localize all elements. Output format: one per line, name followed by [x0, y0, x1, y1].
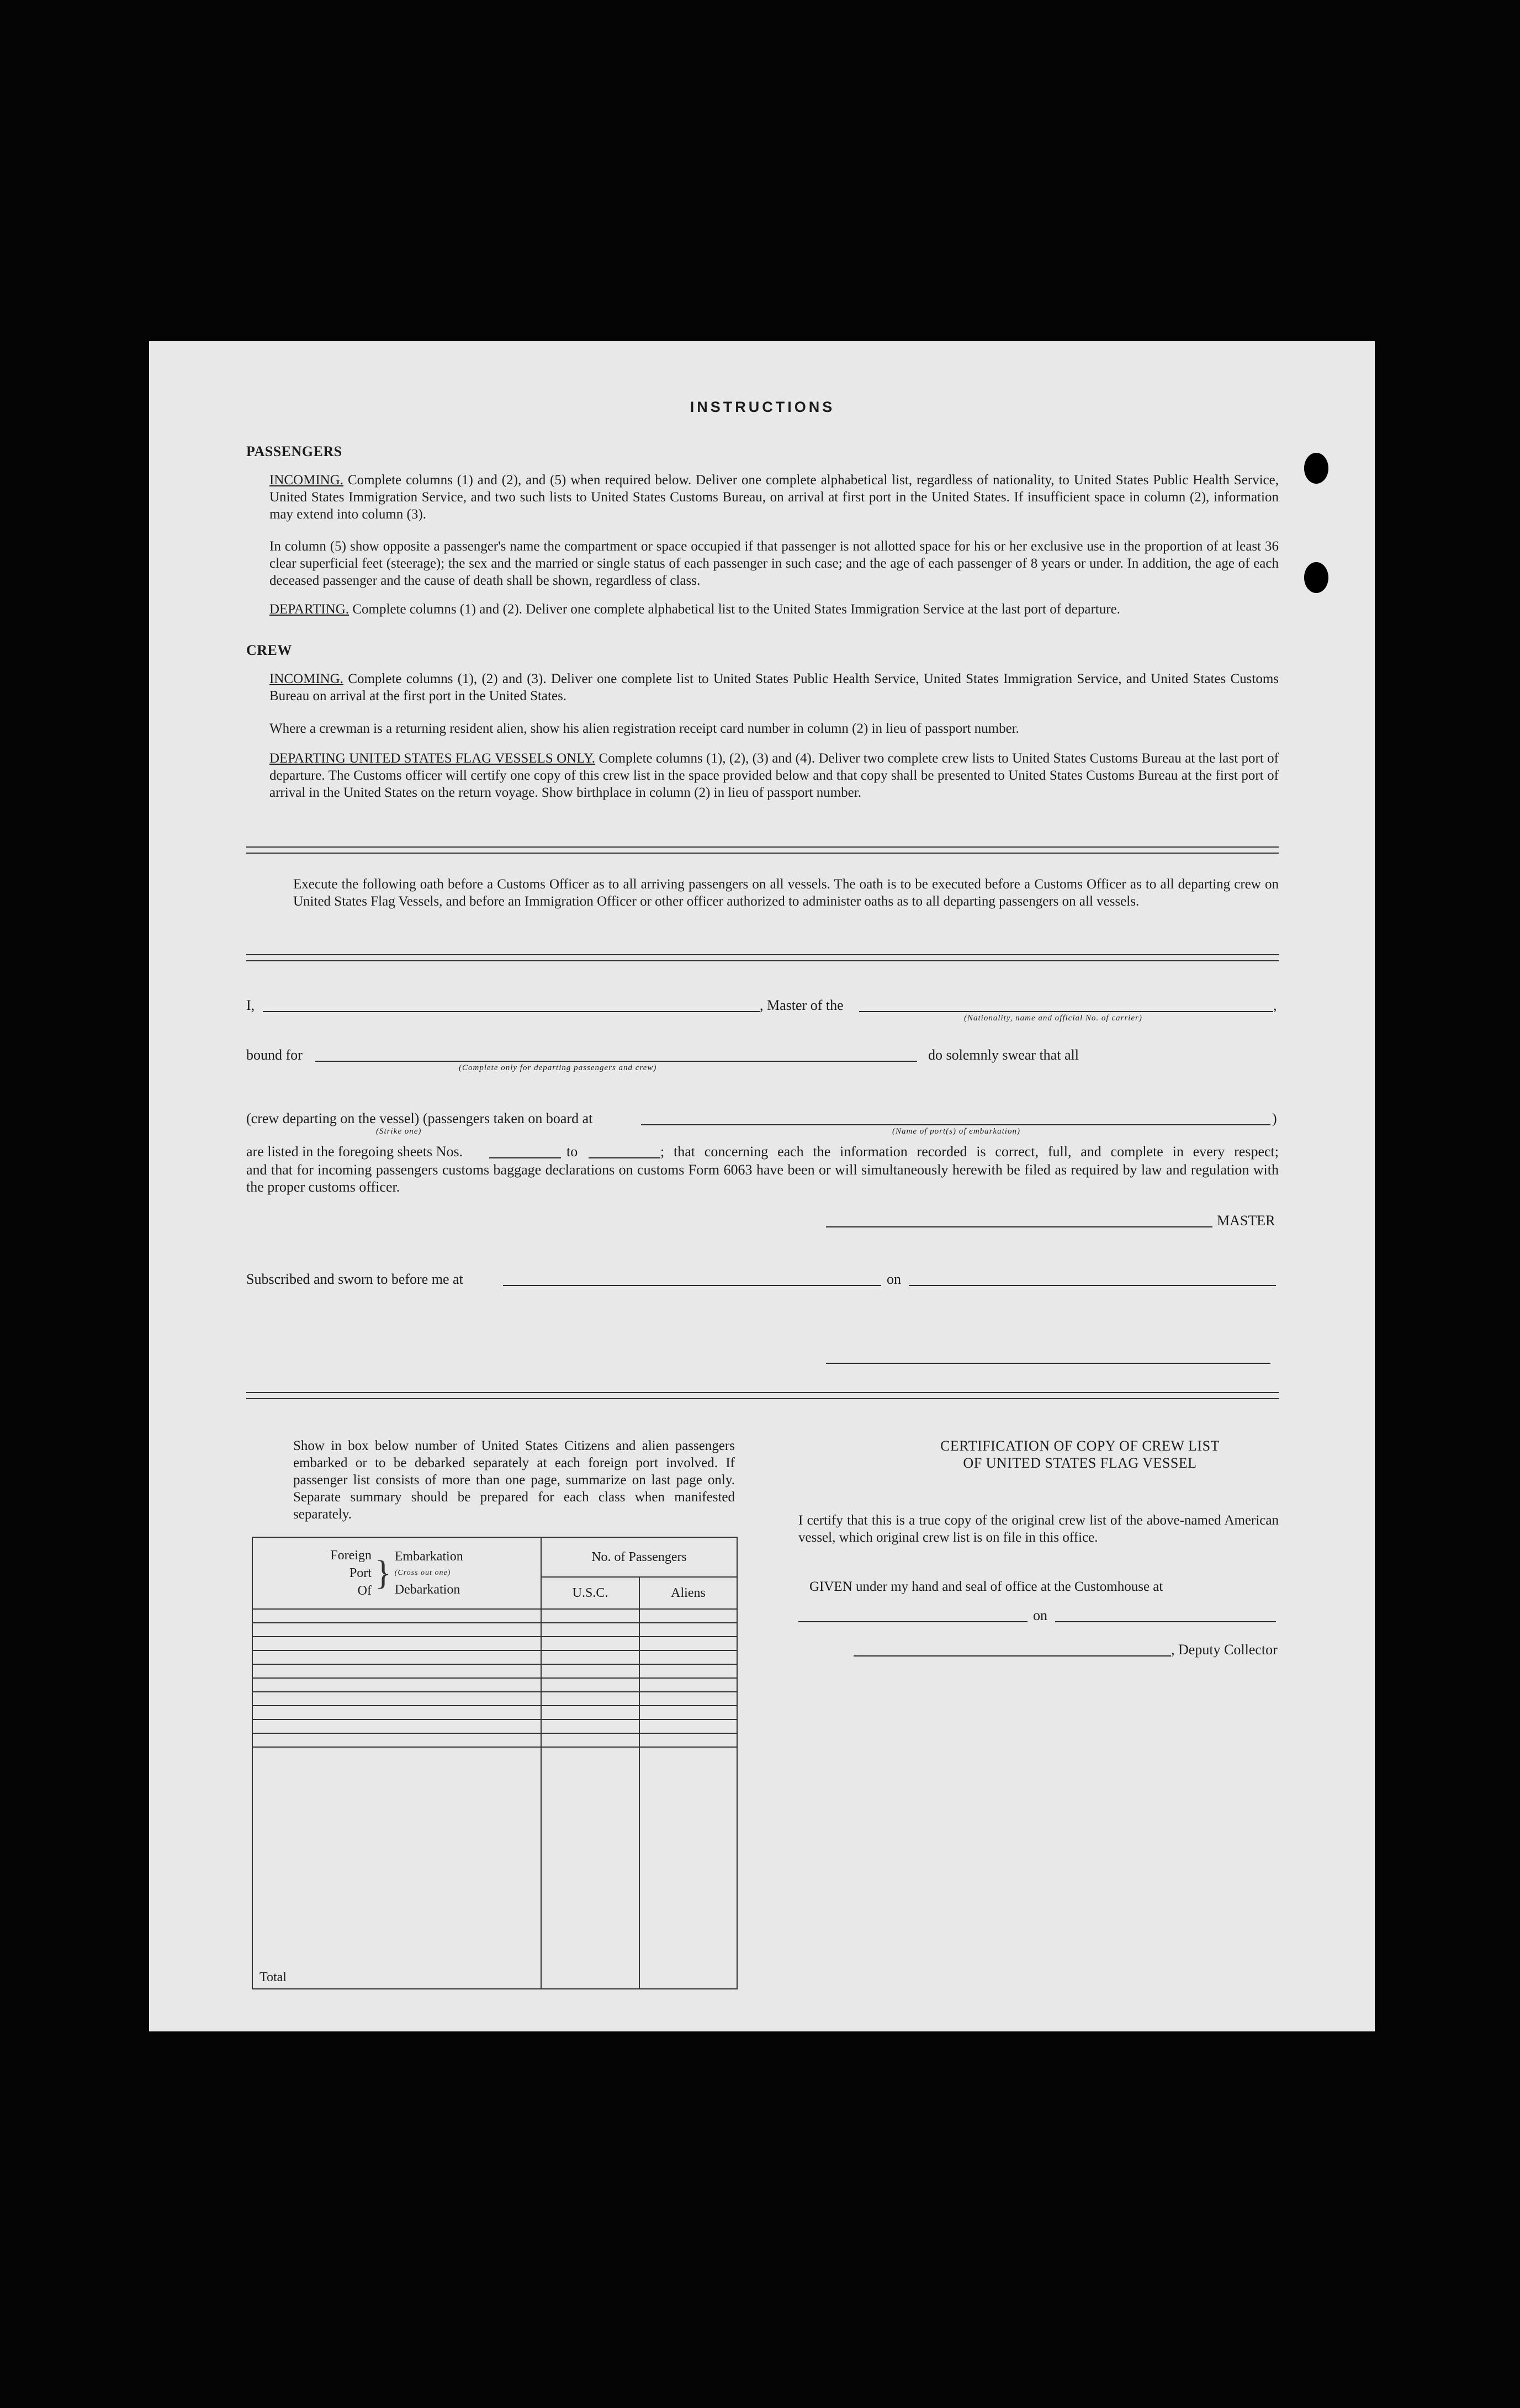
- usc-cell[interactable]: [541, 1678, 639, 1692]
- oath-i-label: I,: [246, 997, 255, 1013]
- usc-cell[interactable]: [541, 1650, 639, 1664]
- crew-departing-label-oath: (crew departing on the vessel) (passengers taken on board at: [246, 1110, 593, 1126]
- divider-2: [246, 954, 1279, 961]
- crew-incoming-paragraph: [269, 670, 1279, 705]
- master-label: MASTER: [1217, 1213, 1275, 1229]
- port-label: Port: [349, 1566, 372, 1580]
- foreign-label: Foreign: [330, 1548, 372, 1563]
- port-cell[interactable]: [252, 1637, 541, 1650]
- table-row: [252, 1692, 737, 1706]
- port-cell[interactable]: [252, 1609, 541, 1623]
- certification-title-line1: CERTIFICATION OF COPY OF CREW LIST: [940, 1438, 1220, 1454]
- crew-departing-paragraph: [269, 750, 1279, 801]
- given-text: GIVEN under my hand and seal of office at the Customhouse at: [809, 1579, 1163, 1594]
- usc-cell[interactable]: [541, 1637, 639, 1650]
- aliens-cell[interactable]: [639, 1623, 737, 1637]
- deputy-signature-field[interactable]: [854, 1655, 1171, 1657]
- port-cell[interactable]: [252, 1664, 541, 1678]
- aliens-cell[interactable]: [639, 1678, 737, 1692]
- total-label: Total: [252, 1747, 541, 1989]
- listed-to: to: [566, 1144, 578, 1160]
- strike-note: (Strike one): [376, 1127, 422, 1136]
- of-label: Of: [357, 1584, 372, 1598]
- usc-cell[interactable]: [541, 1706, 639, 1719]
- table-row: [252, 1733, 737, 1747]
- sheet-from-field[interactable]: [489, 1157, 561, 1158]
- passenger-summary-table: [252, 1537, 738, 1989]
- aliens-cell[interactable]: [639, 1637, 737, 1650]
- aliens-cell[interactable]: [639, 1664, 737, 1678]
- port-cell[interactable]: [252, 1692, 541, 1706]
- oath-master-of: , Master of the: [760, 997, 844, 1013]
- passengers-incoming-label: INCOMING.: [269, 473, 344, 488]
- certify-text: I certify that this is a true copy of the original crew list of the above-named American vessel, which original crew list is on file in this office.: [798, 1513, 1279, 1545]
- aliens-cell[interactable]: [639, 1733, 737, 1747]
- table-row: [252, 1609, 737, 1623]
- port-cell[interactable]: [252, 1706, 541, 1719]
- crew-heading: CREW: [246, 642, 292, 658]
- usc-cell[interactable]: [541, 1733, 639, 1747]
- table-row: [252, 1650, 737, 1664]
- table-row: [252, 1623, 737, 1637]
- table-row: [252, 1719, 737, 1733]
- bound-for-label: bound for: [246, 1047, 303, 1063]
- aliens-cell[interactable]: [639, 1706, 737, 1719]
- punch-hole-top: [1304, 453, 1328, 484]
- usc-cell[interactable]: [541, 1664, 639, 1678]
- aliens-cell[interactable]: [639, 1719, 737, 1733]
- aliens-header: Aliens: [639, 1577, 737, 1609]
- usc-cell[interactable]: [541, 1719, 639, 1733]
- certification-title-line2: OF UNITED STATES FLAG VESSEL: [963, 1455, 1197, 1471]
- swear-text: do solemnly swear that all: [928, 1047, 1079, 1063]
- ports-note: (Name of port(s) of embarkation): [892, 1127, 1020, 1136]
- passengers-heading: PASSENGERS: [246, 443, 342, 459]
- total-aliens-cell[interactable]: [639, 1747, 737, 1989]
- port-header-cell: [252, 1537, 541, 1609]
- aliens-cell[interactable]: [639, 1650, 737, 1664]
- cert-date-field[interactable]: [1055, 1621, 1276, 1622]
- port-cell[interactable]: [252, 1678, 541, 1692]
- aliens-cell[interactable]: [639, 1609, 737, 1623]
- usc-cell[interactable]: [541, 1609, 639, 1623]
- usc-header: U.S.C.: [541, 1577, 639, 1609]
- passengers-departing-label: DEPARTING.: [269, 602, 349, 617]
- total-row: [252, 1747, 737, 1989]
- table-row: [252, 1637, 737, 1650]
- cert-on-label: on: [1033, 1607, 1047, 1623]
- sworn-on-label: on: [887, 1271, 901, 1287]
- total-usc-cell[interactable]: [541, 1747, 639, 1989]
- nationality-note: (Nationality, name and official No. of carrier): [964, 1014, 1142, 1023]
- embarkation-label: Embarkation: [394, 1549, 463, 1564]
- usc-cell[interactable]: [541, 1692, 639, 1706]
- crew-incoming-text: Complete columns (1), (2) and (3). Deliver one complete list to United States Public Health Service, United States Immigration Service, and United States Customs Bureau on arrival at the first port in the United States.: [269, 671, 1279, 703]
- master-signature-field[interactable]: [826, 1226, 1212, 1227]
- port-cell[interactable]: [252, 1650, 541, 1664]
- master-name-field[interactable]: [263, 1011, 760, 1012]
- port-cell[interactable]: [252, 1733, 541, 1747]
- brace-icon: }: [374, 1554, 391, 1592]
- page-title: INSTRUCTIONS: [690, 399, 835, 415]
- oath-close-paren: ): [1272, 1110, 1277, 1126]
- embarkation-ports-field[interactable]: [641, 1124, 1270, 1125]
- officer-signature-field[interactable]: [826, 1363, 1270, 1364]
- table-row: [252, 1664, 737, 1678]
- subscribed-label: Subscribed and sworn to before me at: [246, 1271, 463, 1287]
- bound-for-field[interactable]: [315, 1061, 917, 1062]
- usc-cell[interactable]: [541, 1623, 639, 1637]
- divider-3: [246, 1392, 1279, 1399]
- customhouse-field[interactable]: [798, 1621, 1028, 1622]
- table-row: [252, 1678, 737, 1692]
- sheet-to-field[interactable]: [589, 1157, 660, 1158]
- crew-incoming-label: INCOMING.: [269, 671, 344, 686]
- aliens-cell[interactable]: [639, 1692, 737, 1706]
- divider-1: [246, 846, 1279, 854]
- cross-out-note: (Cross out one): [394, 1569, 451, 1577]
- crew-departing-text: Complete columns (1), (2), (3) and (4). Deliver two complete crew lists to United States Customs Bureau at the last port of departure. The Customs officer will certify one copy of this crew list in the space provided below and that copy shall be presented to United States Customs Bureau at the first port of arrival in the United States on the return voyage. Show birthplace in column (2) in lieu of passport number.: [269, 751, 1279, 800]
- oath-comma: ,: [1273, 997, 1277, 1013]
- port-cell[interactable]: [252, 1719, 541, 1733]
- port-cell[interactable]: [252, 1623, 541, 1637]
- no-of-passengers-header: No. of Passengers: [541, 1537, 737, 1577]
- listed-prefix: are listed in the foregoing sheets Nos.: [246, 1144, 463, 1160]
- passengers-column5-paragraph: In column (5) show opposite a passenger's name the compartment or space occupied if that passenger is not allotted space for his or her exclusive use in the proportion of at least 36 clear superficial feet (steerage); the sex and the married or single status of each passenger in such case; and the age of each passenger of 8 years or under. In addition, the age of each deceased passenger and the cause of death shall be shown, regardless of class.: [269, 539, 1279, 588]
- crew-resident-paragraph: Where a crewman is a returning resident alien, show his alien registration receipt card number in column (2) in lieu of passport number.: [269, 721, 1019, 736]
- debarkation-label: Debarkation: [394, 1583, 460, 1597]
- summary-instruction: Show in box below number of United States Citizens and alien passengers embarked or to be debarked separately at each foreign port involved. If passenger list consists of more than one page, summarize on last page only. Separate summary should be prepared for each class when manifested separately.: [293, 1438, 735, 1522]
- sworn-date-field[interactable]: [909, 1285, 1276, 1286]
- sworn-at-field[interactable]: [503, 1285, 881, 1286]
- passengers-departing-paragraph: [269, 601, 1279, 618]
- certification-title: [881, 1437, 1279, 1472]
- listed-line2: and that for incoming passengers customs baggage declarations on customs Form 6063 have been or will simultaneously herewith be filed as required by law and regulation with the proper customs officer.: [246, 1162, 1279, 1195]
- punch-hole-bottom: [1304, 562, 1328, 593]
- passengers-incoming-text: Complete columns (1) and (2), and (5) when required below. Deliver one complete alphabetical list, regardless of nationality, to United States Public Health Service, United States Immigration Service, and two such lists to United States Customs Bureau, on arrival at first port in the United States. If insufficient space in column (2), information may extend into column (3).: [269, 473, 1279, 522]
- oath-instruction: Execute the following oath before a Customs Officer as to all arriving passengers on all vessels. The oath is to be executed before a Customs Officer as to all departing crew on United States Flag Vessels, and before an Immigration Officer or other officer authorized to administer oaths as to all departing passengers on all vessels.: [293, 877, 1279, 909]
- crew-departing-label: DEPARTING UNITED STATES FLAG VESSELS ONLY.: [269, 751, 596, 766]
- passengers-departing-text: Complete columns (1) and (2). Deliver one complete alphabetical list to the United States Immigration Service at the last port of departure.: [352, 602, 1120, 617]
- passengers-incoming-paragraph: [269, 472, 1279, 523]
- deputy-collector-label: , Deputy Collector: [1171, 1642, 1278, 1658]
- complete-note: (Complete only for departing passengers and crew): [459, 1063, 657, 1072]
- listed-rest: ; that concerning each the information recorded is correct, full, and complete in every respect;: [660, 1144, 1279, 1160]
- form-page: [149, 341, 1375, 2031]
- carrier-field[interactable]: [859, 1011, 1273, 1012]
- table-row: [252, 1706, 737, 1719]
